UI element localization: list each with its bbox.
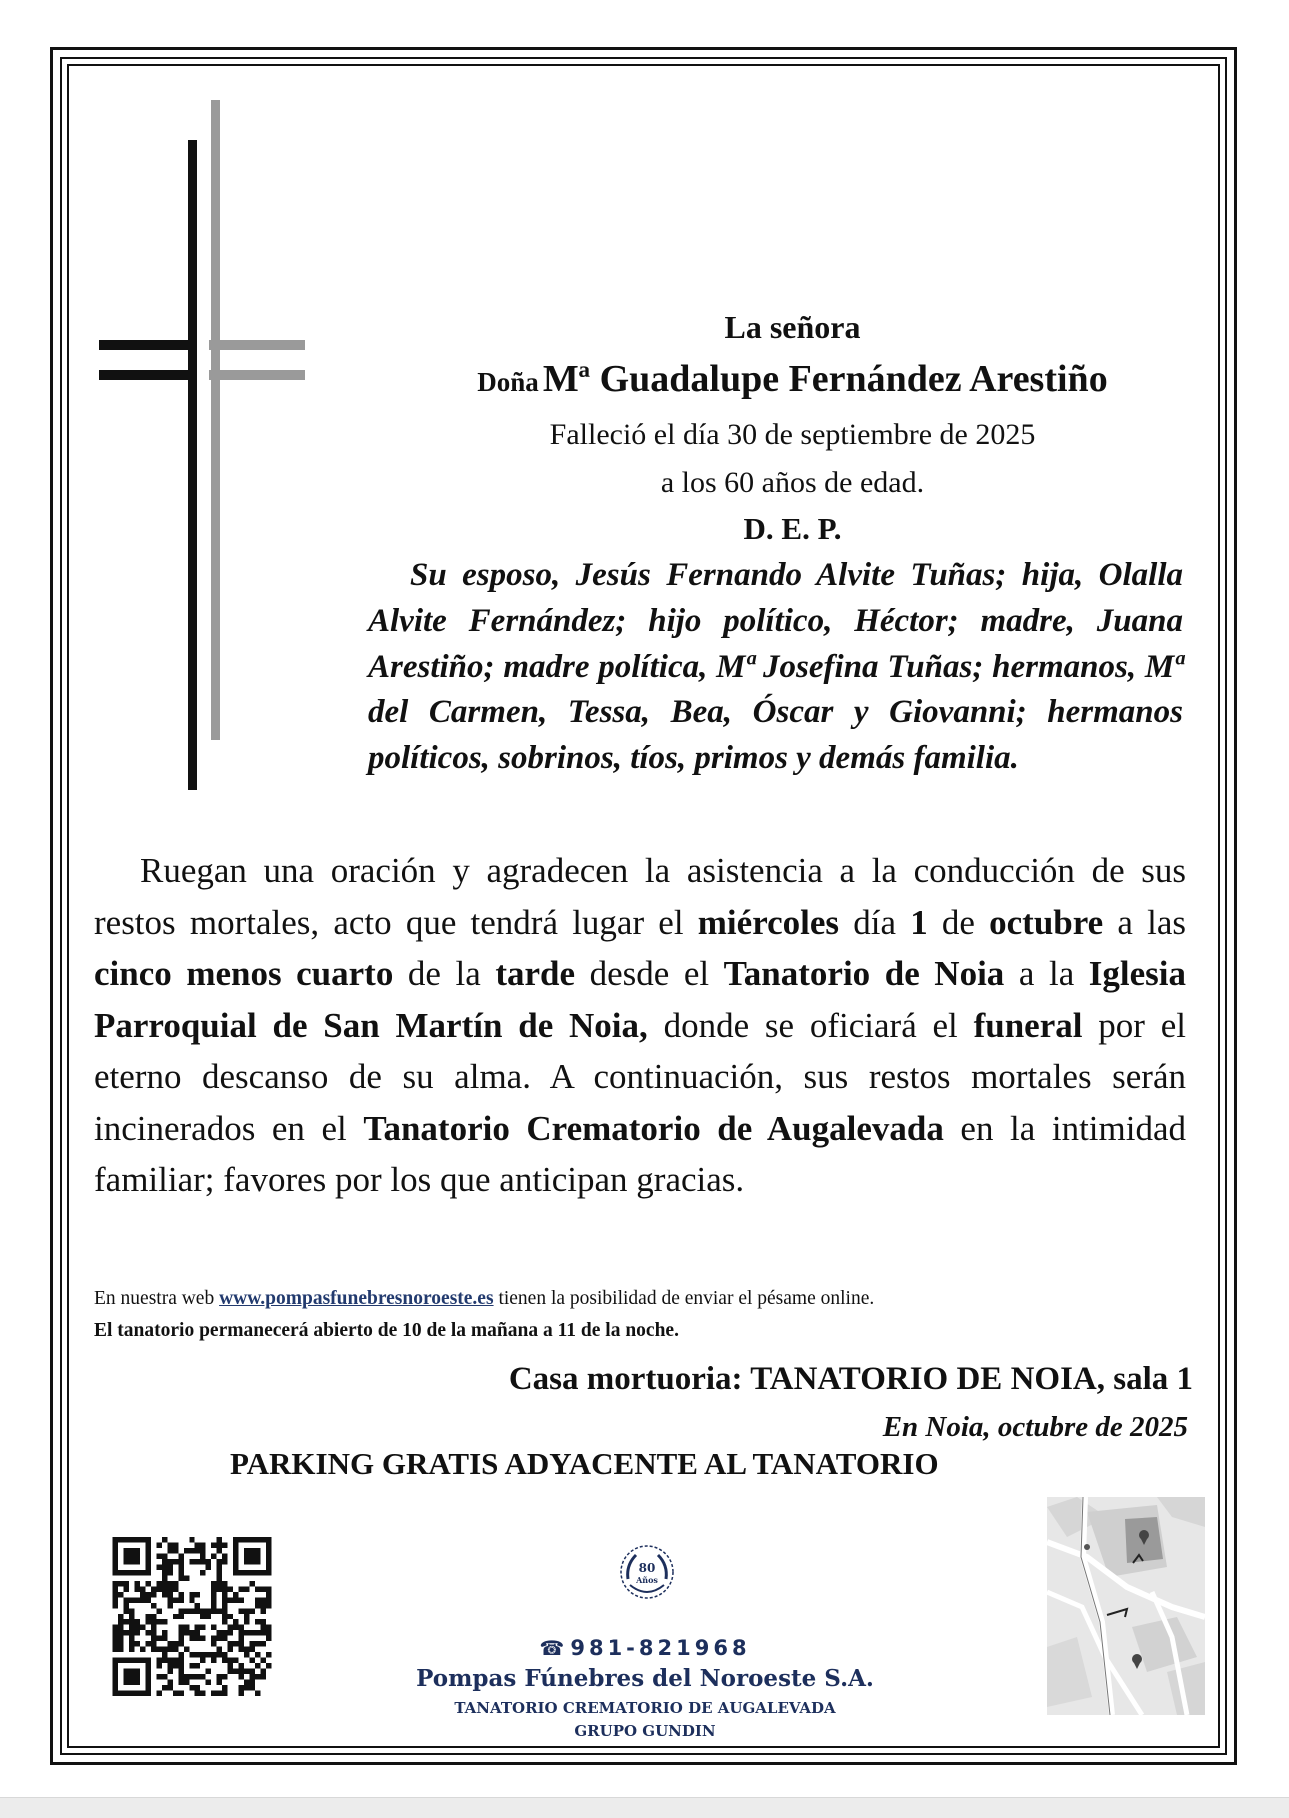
opening-hours-note: El tanatorio permanecerá abierto de 10 de la mañana a 11 de la noche. [94, 1320, 679, 1341]
cross-icon [95, 95, 315, 795]
crematorium-name: TANATORIO CREMATORIO DE AUGALEVADA [454, 1699, 836, 1717]
age-line: a los 60 años de edad. [660, 466, 925, 499]
deceased-name: Mª Guadalupe Fernández Arestiño [542, 358, 1108, 400]
web-condolence-note: En nuestra web www.pompasfunebresnoroeste.es tienen la posibilidad de enviar el pésame online. [94, 1288, 875, 1309]
location-map[interactable] [1047, 1497, 1205, 1715]
ceremony-paragraph: Ruegan una oración y agradecen la asistencia a la conducción de sus restos mortales, acto que tendrá lugar el miércoles día 1 de octubre a las cinco menos cuarto de la tarde desde el Tanatorio de Noia a la Iglesia Parroquial de San Martín de Noia, donde se oficiará el funeral por el eterno descanso de su alma. A continuación, sus restos mortales serán incinerados en el Tanatorio Crematorio de Augalevada en la intimidad familiar; favores por los que anticipan gracias. [94, 851, 1187, 1199]
family-list: Su esposo, Jesús Fernando Alvite Tuñas; hija, Olalla Alvite Fernández; hijo político, Héctor; madre, Juana Arestiño; madre política, Mª Josefina Tuñas; hermanos, Mª del Carmen, Tessa, Bea, Óscar y Giovanni; hermanos políticos, sobrinos, tíos, primos y demás familia. [368, 557, 1183, 777]
phone-icon: ☎ [539, 1636, 565, 1660]
svg-text:80: 80 [638, 1561, 656, 1575]
website-link[interactable]: www.pompasfunebresnoroeste.es [219, 1288, 494, 1309]
rip-line: D. E. P. [743, 511, 842, 546]
company-name: Pompas Fúnebres del Noroeste S.A. [416, 1665, 874, 1692]
honorific: Doña [477, 367, 539, 397]
intro-line: La señora [724, 309, 861, 345]
funeral-home-location: Casa mortuoria: TANATORIO DE NOIA, sala 1 [508, 1361, 1193, 1397]
qr-code[interactable] [112, 1537, 272, 1696]
phone-number[interactable]: 981-821968 [570, 1636, 751, 1660]
anniversary-badge [618, 1543, 676, 1601]
place-date: En Noia, octubre de 2025 [882, 1411, 1188, 1443]
parking-notice: PARKING GRATIS ADYACENTE AL TANATORIO [230, 1446, 939, 1481]
svg-text:Años: Años [636, 1575, 658, 1585]
death-date: Falleció el día 30 de septiembre de 2025 [549, 418, 1036, 451]
viewer-bottom-bar [0, 1797, 1289, 1818]
group-name: GRUPO GUNDIN [574, 1722, 716, 1740]
deceased-name-line [360, 357, 1225, 401]
phone-line [380, 1636, 910, 1660]
